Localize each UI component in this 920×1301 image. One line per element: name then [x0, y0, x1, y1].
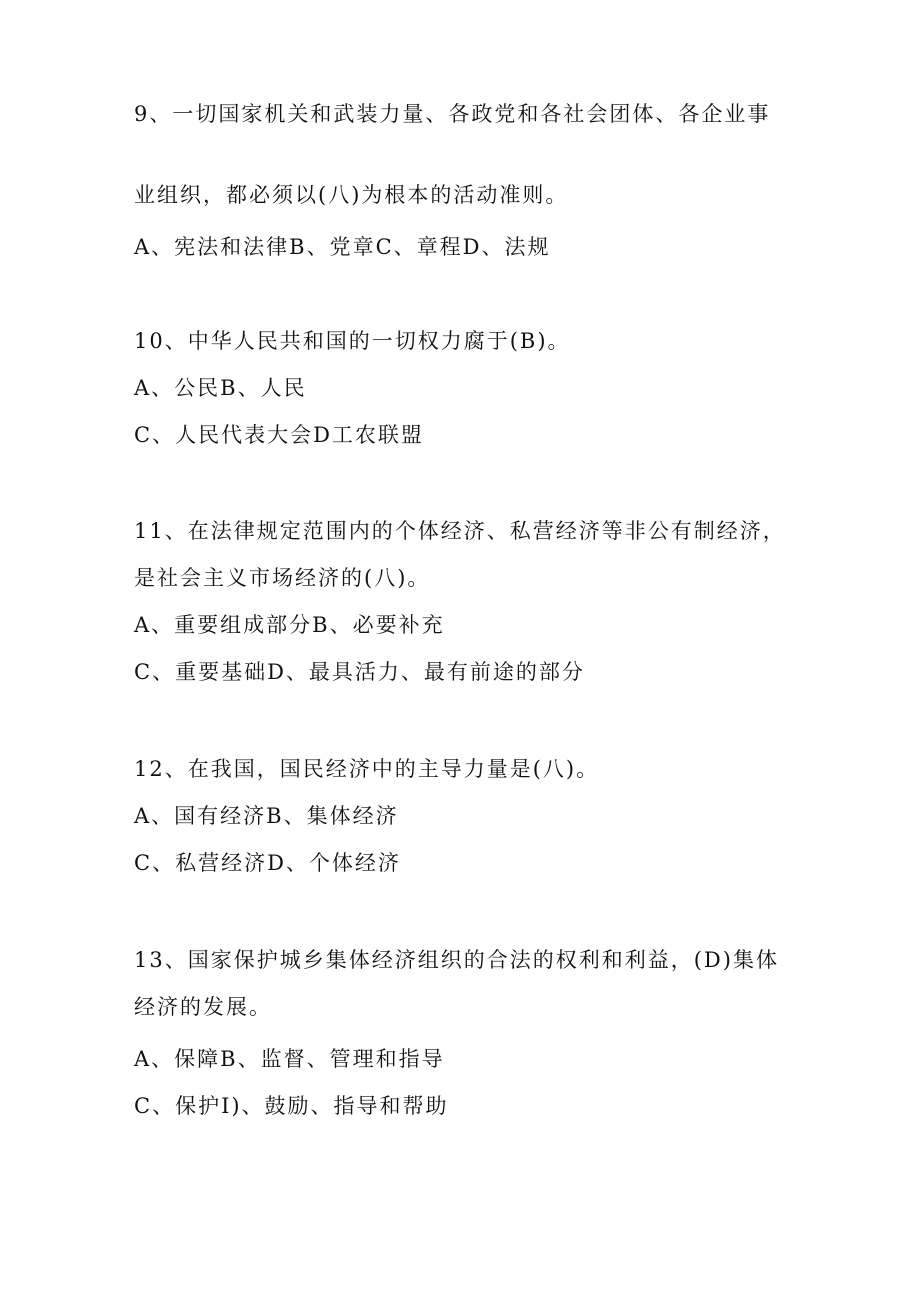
question-11-options-line-2: C、重要基础D、最具活力、最有前途的部分: [134, 660, 585, 684]
question-13-line-2: 经济的发展。: [134, 995, 272, 1019]
question-9-options-line-1: A、宪法和法律B、党章C、章程D、法规: [134, 235, 551, 259]
question-13-line-1: 13、国家保护城乡集体经济组织的合法的权利和利益，(D)集体: [134, 948, 779, 972]
question-11-line-1: 11、在法律规定范围内的个体经济、私营经济等非公有制经济，: [134, 519, 786, 543]
question-9-line-1: 9、一切国家机关和武装力量、各政党和各社会团体、各企业事: [134, 102, 771, 126]
question-12-options-line-1: A、国有经济B、集体经济: [134, 804, 399, 828]
question-12-options-line-2: C、私营经济D、个体经济: [134, 851, 401, 875]
question-13-options-line-1: A、保障B、监督、管理和指导: [134, 1047, 445, 1071]
question-9-line-2: 业组织，都必须以(八)为根本的活动准则。: [134, 183, 569, 207]
question-11-options-line-1: A、重要组成部分B、必要补充: [134, 613, 445, 637]
question-10-line-1: 10、中华人民共和国的一切权力腐于(B)。: [134, 329, 571, 353]
question-11-line-2: 是社会主义市场经济的(八)。: [134, 566, 431, 590]
question-12-line-1: 12、在我国，国民经济中的主导力量是(八)。: [134, 757, 600, 781]
question-13-options-line-2: C、保护I)、鼓励、指导和帮助: [134, 1094, 449, 1118]
question-10-options-line-1: A、公民B、人民: [134, 376, 307, 400]
question-10-options-line-2: C、人民代表大会D工农联盟: [134, 423, 424, 447]
